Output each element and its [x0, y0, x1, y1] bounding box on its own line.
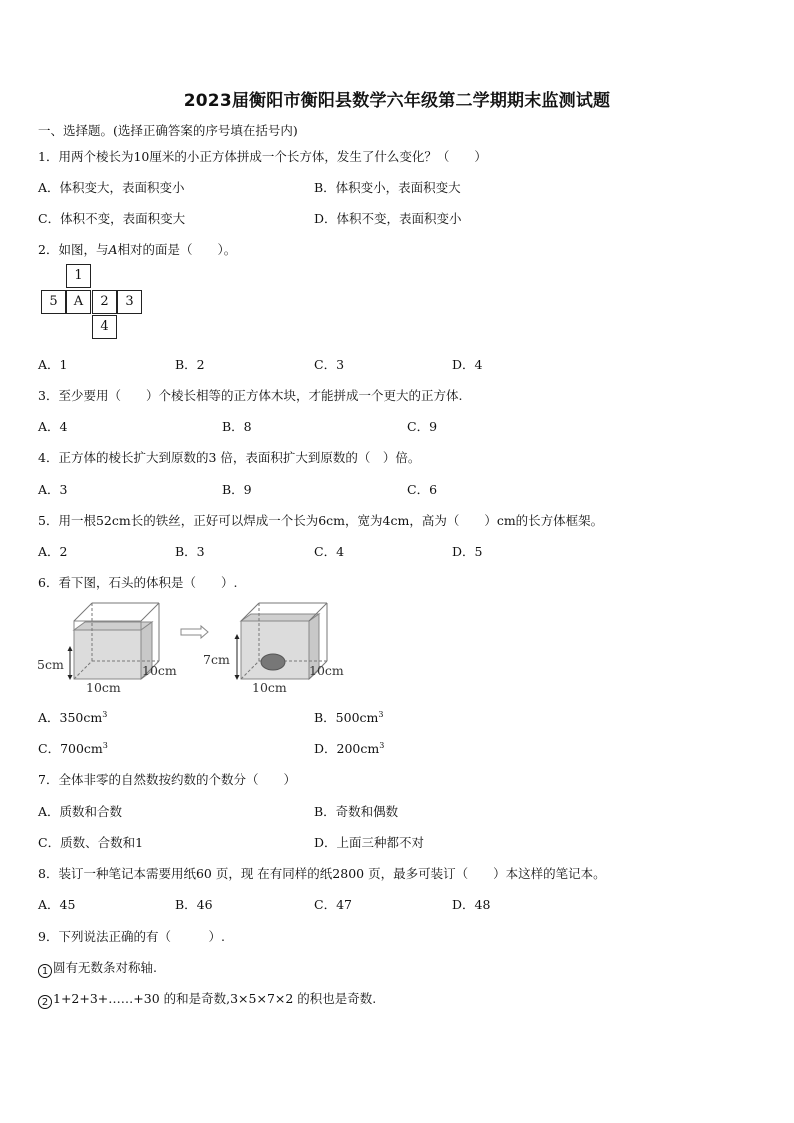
right-arrow-icon — [181, 626, 208, 638]
q1-option-b[interactable]: B．体积变小，表面积变大 — [314, 180, 461, 195]
q6-option-c-text: C．700cm — [38, 741, 103, 756]
q7-option-c[interactable]: C．质数、合数和1 — [38, 835, 144, 850]
q9-statement-1-text: 圆有无数条对称轴. — [53, 960, 157, 975]
q2-option-d[interactable]: D．4 — [452, 357, 483, 372]
net-face-3: 3 — [117, 290, 142, 314]
q6-option-a[interactable] — [38, 708, 107, 726]
question-1: 1．用两个棱长为10厘米的小正方体拼成一个长方体，发生了什么变化？（ ） — [38, 149, 487, 164]
q6-option-b[interactable] — [314, 708, 384, 726]
net-face-4: 4 — [92, 315, 117, 339]
question-2 — [38, 240, 236, 258]
q1-option-d[interactable]: D．体积不变，表面积变小 — [314, 211, 462, 226]
q6-option-d[interactable] — [314, 739, 384, 757]
q2-text-before: 2．如图，与 — [38, 242, 109, 257]
q2-option-b[interactable]: B．2 — [175, 357, 205, 372]
net-face-1: 1 — [66, 264, 91, 288]
q9-statement-2-text: 1+2+3+……+30 的和是奇数,3×5×7×2 的积也是奇数. — [53, 991, 377, 1006]
fig2-depth-label: 10cm — [309, 663, 344, 678]
q6-option-d-text: D．200cm — [314, 741, 380, 756]
question-7: 7．全体非零的自然数按约数的个数分（ ） — [38, 772, 296, 787]
q4-option-b[interactable]: B．9 — [222, 482, 252, 497]
q8-option-c[interactable]: C．47 — [314, 897, 352, 912]
q2-face-a-label: A — [108, 242, 118, 257]
q8-option-a[interactable]: A．45 — [38, 897, 76, 912]
fig1-width-label: 10cm — [86, 680, 121, 695]
circled-number-1: 1 — [38, 964, 52, 978]
q2-text-after: 相对的面是（ ）。 — [117, 242, 237, 257]
q6-option-b-text: B．500cm — [314, 710, 379, 725]
q5-option-d[interactable]: D．5 — [452, 544, 483, 559]
fig2-height-label: 7cm — [203, 652, 230, 667]
net-face-5: 5 — [41, 290, 66, 314]
q7-option-d[interactable]: D．上面三种都不对 — [314, 835, 425, 850]
q2-option-a[interactable]: A．1 — [38, 357, 68, 372]
stone-volume-figure — [36, 598, 366, 698]
q8-option-d[interactable]: D．48 — [452, 897, 491, 912]
q5-option-a[interactable]: A．2 — [38, 544, 68, 559]
fig2-width-label: 10cm — [252, 680, 287, 695]
q4-option-c[interactable]: C．6 — [407, 482, 438, 497]
question-8: 8．装订一种笔记本需要用纸60 页，现 在有同样的纸2800 页，最多可装订（ ）本这样的笔记本。 — [38, 866, 606, 881]
question-5: 5．用一根52cm长的铁丝，正好可以焊成一个长为6cm，宽为4cm，高为（ ）cm的长方体框架。 — [38, 513, 604, 528]
cubic-superscript: 3 — [378, 710, 384, 719]
dimension-arrow-7cm — [235, 634, 240, 680]
q7-option-a[interactable]: A．质数和合数 — [38, 804, 123, 819]
question-3: 3．至少要用（ ）个棱长相等的正方体木块，才能拼成一个更大的正方体. — [38, 388, 463, 403]
q6-option-a-text: A．350cm — [38, 710, 103, 725]
net-face-2: 2 — [92, 290, 117, 314]
circled-number-2: 2 — [38, 995, 52, 1009]
net-face-a: A — [66, 290, 91, 314]
fig1-height-label: 5cm — [37, 657, 64, 672]
q2-option-c[interactable]: C．3 — [314, 357, 345, 372]
section-heading: 一、选择题。(选择正确答案的序号填在括号内) — [38, 123, 298, 138]
q1-option-a[interactable]: A．体积变大，表面积变小 — [38, 180, 185, 195]
fig1-depth-label: 10cm — [142, 663, 177, 678]
question-9: 9．下列说法正确的有（ ）. — [38, 929, 225, 944]
question-6: 6．看下图，石头的体积是（ ）. — [38, 575, 238, 590]
cubic-superscript: 3 — [102, 741, 108, 750]
stone-shape — [261, 654, 285, 670]
q8-option-b[interactable]: B．46 — [175, 897, 213, 912]
q3-option-c[interactable]: C．9 — [407, 419, 438, 434]
q5-option-b[interactable]: B．3 — [175, 544, 205, 559]
q3-option-a[interactable]: A．4 — [38, 419, 68, 434]
q6-option-c[interactable] — [38, 739, 108, 757]
q9-statement-2 — [38, 989, 376, 1009]
question-4: 4．正方体的棱长扩大到原数的3 倍，表面积扩大到原数的（ ）倍。 — [38, 450, 421, 465]
q7-option-b[interactable]: B．奇数和偶数 — [314, 804, 399, 819]
q9-statement-1 — [38, 958, 157, 978]
q3-option-b[interactable]: B．8 — [222, 419, 252, 434]
cubic-superscript: 3 — [379, 741, 385, 750]
page-title: 2023届衡阳市衡阳县数学六年级第二学期期末监测试题 — [183, 91, 611, 111]
dimension-arrow-5cm — [68, 646, 73, 680]
q1-option-c[interactable]: C．体积不变，表面积变大 — [38, 211, 186, 226]
q5-option-c[interactable]: C．4 — [314, 544, 345, 559]
q4-option-a[interactable]: A．3 — [38, 482, 68, 497]
cubic-superscript: 3 — [102, 710, 108, 719]
